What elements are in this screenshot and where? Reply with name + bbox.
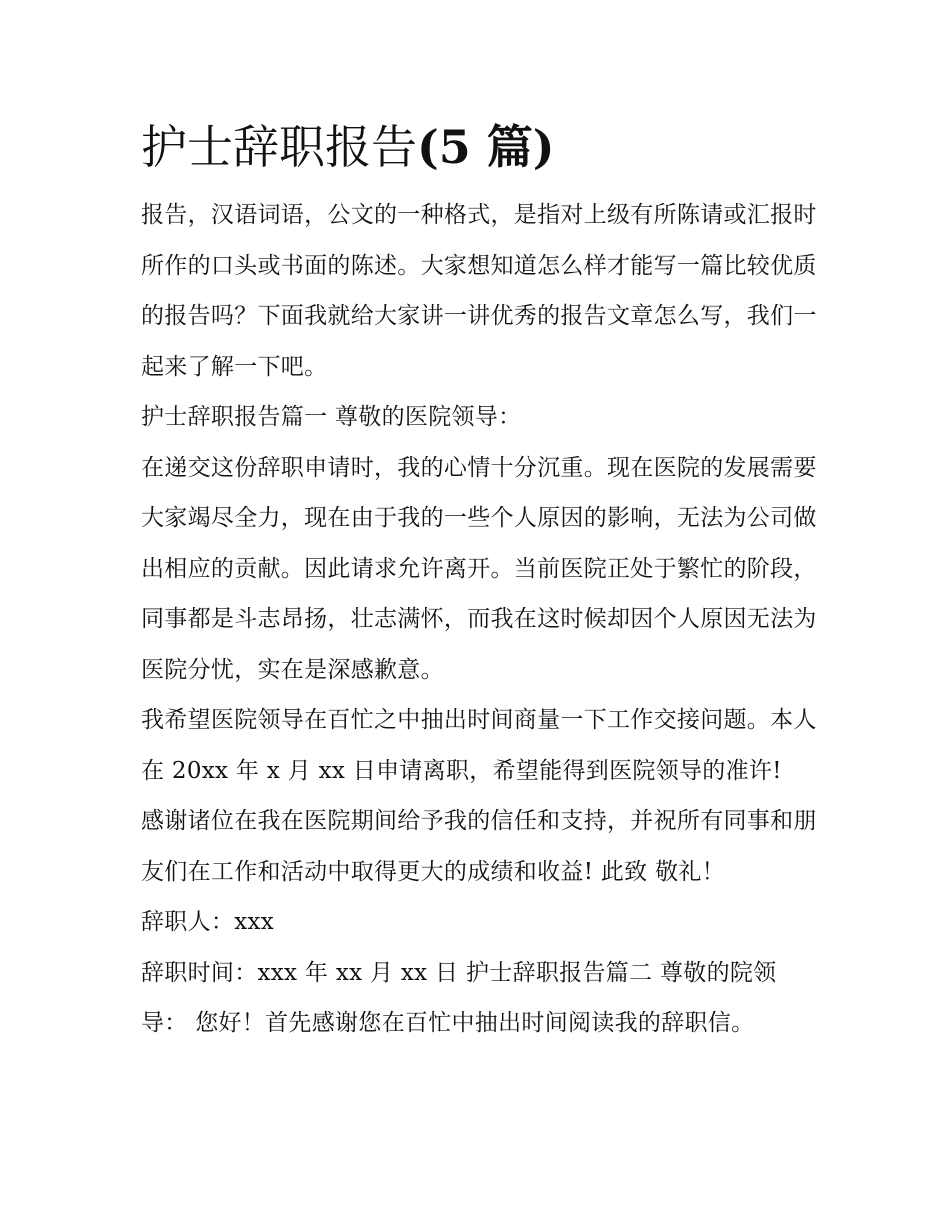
body-paragraph: 在递交这份辞职申请时，我的心情十分沉重。现在医院的发展需要大家竭尽全力，现在由于我的一些个人原因的影响，无法为公司做出相应的贡献。因此请求允许离开。当前医院正处于繁忙的阶段，同事都是斗志昂扬，壮志满怀，而我在这时候却因个人原因无法为医院分忧，实在是深感歉意。 <box>141 454 817 683</box>
document-page <box>141 112 821 1049</box>
title-suffix: (5 篇) <box>417 120 555 174</box>
intro-paragraph: 报告，汉语词语，公文的一种格式，是指对上级有所陈请或汇报时所作的口头或书面的陈述。大家想知道怎么样才能写一篇比较优质的报告吗？下面我就给大家讲一讲优秀的报告文章怎么写，我们一起来了解一下吧。 <box>141 202 817 380</box>
signature-line: 辞职人：xxx <box>141 909 275 935</box>
date-and-section-two: 辞职时间：xxx 年 xx 月 xx 日 护士辞职报告篇二 尊敬的院领导： 您好！首先感谢您在百忙中抽出时间阅读我的辞职信。 <box>141 959 777 1036</box>
title-main: 护士辞职报告 <box>141 120 417 174</box>
document-title <box>141 112 821 182</box>
section-one-heading: 护士辞职报告篇一 尊敬的医院领导： <box>141 404 522 430</box>
body-paragraph: 我希望医院领导在百忙之中抽出时间商量一下工作交接问题。本人在 20xx 年 x 月 xx 日申请离职，希望能得到医院领导的准许! <box>141 707 817 784</box>
closing-paragraph: 感谢诸位在我在医院期间给予我的信任和支持，并祝所有同事和朋友们在工作和活动中取得更大的成绩和收益! 此致 敬礼！ <box>141 808 817 885</box>
